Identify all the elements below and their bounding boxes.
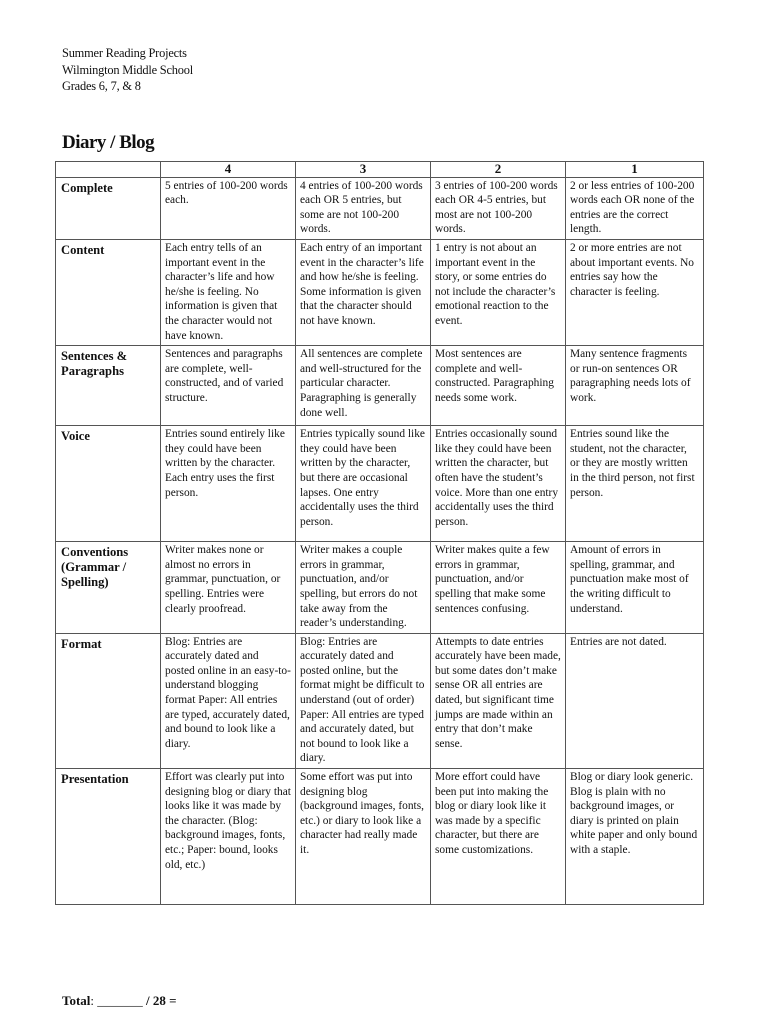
table-row: [56, 177, 704, 239]
score-cell: Amount of errors in spelling, grammar, and punctuation make most of the writing difficult to understand.: [566, 542, 704, 634]
page-title: Diary / Blog: [62, 132, 155, 153]
table-row: [56, 542, 704, 634]
document-header: [62, 45, 193, 95]
table-row: [56, 633, 704, 768]
criterion-cell: Conventions (Grammar / Spelling): [56, 542, 161, 634]
rubric-body: [55, 161, 703, 1009]
score-cell: Entries sound like the student, not the character, or they are mostly written in the third person, not first person.: [566, 426, 704, 542]
total-line: [62, 993, 703, 1009]
header-line: Grades 6, 7, & 8: [62, 79, 141, 93]
total-blank: : _______: [90, 993, 147, 1009]
header-row: [56, 162, 704, 178]
score-cell: Each entry of an important event in the character’s life and how he/she is feeling. Some information is given that the character should not have known.: [296, 239, 431, 345]
score-cell: Sentences and paragraphs are complete, well-constructed, and of varied structure.: [161, 346, 296, 426]
table-row: [56, 346, 704, 426]
criterion-cell: Content: [56, 239, 161, 345]
score-cell: 2 or more entries are not about important events. No entries say how the character is feeling.: [566, 239, 704, 345]
total-label: Total: [62, 993, 91, 1009]
score-cell: Writer makes quite a few errors in grammar, punctuation, and/or spelling that make some sentences confusing.: [431, 542, 566, 634]
score-cell: Blog or diary look generic. Blog is plain with no background images, or diary is printed on plain white paper and only bound with a staple.: [566, 769, 704, 905]
score-cell: 4 entries of 100-200 words each OR 5 entries, but some are not 100-200 words.: [296, 177, 431, 239]
column-header: 1: [566, 162, 704, 178]
column-header: [56, 162, 161, 178]
score-cell: 5 entries of 100-200 words each.: [161, 177, 296, 239]
score-cell: 1 entry is not about an important event in the story, or some entries do not include the character’s emotional reaction to the event.: [431, 239, 566, 345]
table-row: [56, 426, 704, 542]
score-cell: Entries occasionally sound like they could have been written the character, but often have the student’s voice. More than one entry accidentally uses the third person.: [431, 426, 566, 542]
criterion-cell: Sentences & Paragraphs: [56, 346, 161, 426]
score-cell: Attempts to date entries accurately have been made, but some dates don’t make sense OR all entries are dated, but significant time jumps are made within an entry that don’t make sense.: [431, 633, 566, 768]
score-cell: Many sentence fragments or run-on sentences OR paragraphing needs lots of work.: [566, 346, 704, 426]
total-max: / 28 =: [146, 993, 177, 1009]
score-cell: Entries sound entirely like they could have been written by the character. Each entry uses the first person.: [161, 426, 296, 542]
header-line: Summer Reading Projects: [62, 46, 187, 60]
column-header: 3: [296, 162, 431, 178]
score-cell: More effort could have been put into making the blog or diary look like it was made by a specific character, but there are some customizations.: [431, 769, 566, 905]
table-row: [56, 769, 704, 905]
score-cell: Writer makes none or almost no errors in grammar, punctuation, or spelling. Entries were clearly proofread.: [161, 542, 296, 634]
score-cell: 3 entries of 100-200 words each OR 4-5 entries, but most are not 100-200 words.: [431, 177, 566, 239]
score-cell: Most sentences are complete and well-constructed. Paragraphing needs some work.: [431, 346, 566, 426]
column-header: 4: [161, 162, 296, 178]
table-row: [56, 239, 704, 345]
criterion-cell: Complete: [56, 177, 161, 239]
score-cell: All sentences are complete and well-structured for the particular character. Paragraphing is generally done well.: [296, 346, 431, 426]
score-cell: Each entry tells of an important event in the character’s life and how he/she is feeling. No information is given that the character would not have known.: [161, 239, 296, 345]
header-line: Wilmington Middle School: [62, 62, 193, 77]
rubric-table: [55, 161, 704, 905]
criterion-cell: Presentation: [56, 769, 161, 905]
score-cell: Effort was clearly put into designing blog or diary that looks like it was made by the character. (Blog: background images, fonts, etc.; Paper: bound, looks old, etc.): [161, 769, 296, 905]
criterion-cell: Voice: [56, 426, 161, 542]
score-cell: Some effort was put into designing blog (background images, fonts, etc.) or diary to look like a character had really made it.: [296, 769, 431, 905]
score-cell: Blog: Entries are accurately dated and posted online, but the format might be difficult to understand (out of order) Paper: All entries are typed and accurately dated, but not bound to look like a diary.: [296, 633, 431, 768]
score-cell: 2 or less entries of 100-200 words each OR none of the entries are the correct length.: [566, 177, 704, 239]
score-cell: Blog: Entries are accurately dated and posted online in an easy-to-understand blogging format Paper: All entries are typed, accurately dated, and bound to look like a diary.: [161, 633, 296, 768]
score-cell: Entries typically sound like they could have been written by the character, but there are occasional lapses. One entry accidentally uses the third person.: [296, 426, 431, 542]
score-cell: Entries are not dated.: [566, 633, 704, 768]
criterion-cell: Format: [56, 633, 161, 768]
column-header: 2: [431, 162, 566, 178]
score-cell: Writer makes a couple errors in grammar, punctuation, and/or spelling, but errors do not take away from the reader’s understanding.: [296, 542, 431, 634]
